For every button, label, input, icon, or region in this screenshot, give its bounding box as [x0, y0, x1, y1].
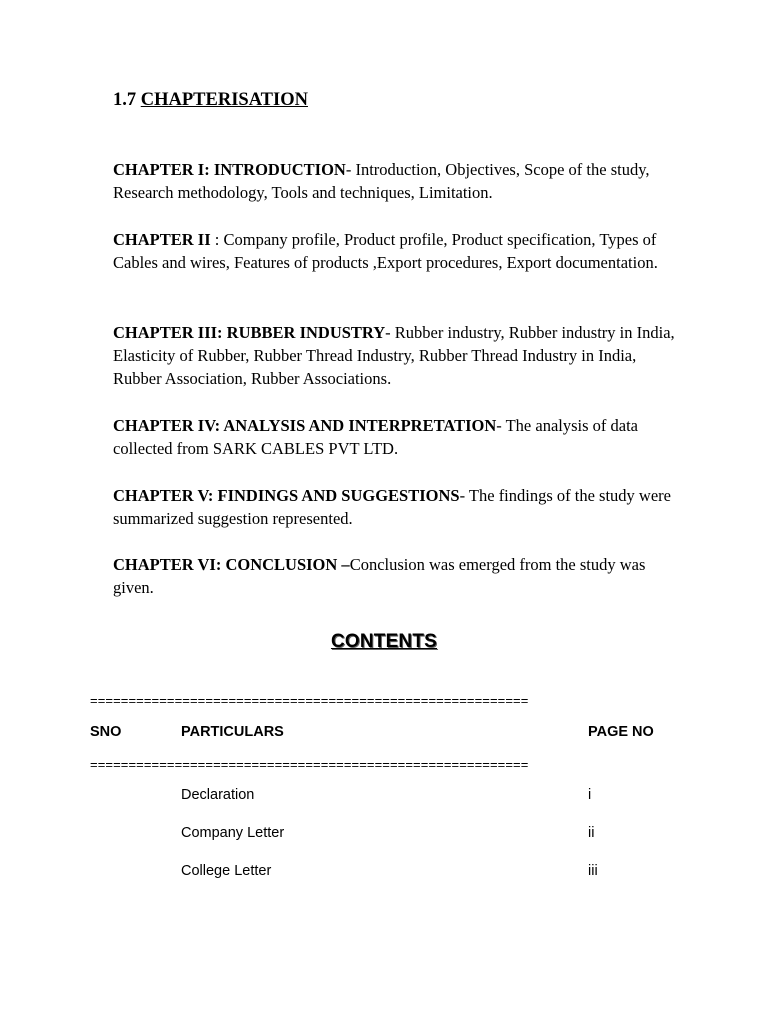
contents-row-page: ii [588, 825, 595, 841]
chapter-6-heading: CHAPTER VI: CONCLUSION – [113, 555, 350, 574]
chapter-3-heading: CHAPTER III: RUBBER INDUSTRY [113, 323, 386, 342]
contents-row-particular: Declaration [181, 787, 255, 803]
contents-row-particular: Company Letter [181, 825, 285, 841]
top-rule: ========================================================= [90, 693, 529, 708]
chapter-2-text: : Company profile, Product profile, Product specification, Types of Cables and wires, Features of products ,Export procedures, Export documentation. [113, 230, 658, 272]
contents-title: CONTENTS [330, 631, 438, 652]
chapter-4-heading: CHAPTER IV: ANALYSIS AND INTERPRETATION [113, 416, 497, 435]
chapter-2-paragraph [113, 228, 683, 274]
particulars-header: PARTICULARS [181, 724, 284, 740]
chapter-1-heading: CHAPTER I: INTRODUCTION [113, 160, 346, 179]
section-title: CHAPTERISATION [140, 90, 308, 110]
chapter-6-text: Conclusion was emerged from the study was given. [113, 555, 646, 597]
chapter-1-text: - Introduction, Objectives, Scope of the study, Research methodology, Tools and techniques, Limitation. [113, 160, 650, 202]
contents-row-page: i [588, 787, 592, 803]
chapter-5-heading: CHAPTER V: FINDINGS AND SUGGESTIONS [113, 486, 460, 505]
chapter-2-heading: CHAPTER II [113, 230, 211, 249]
chapter-1-paragraph [113, 158, 683, 204]
sno-header: SNO [90, 724, 122, 740]
page-no-header: PAGE NO [588, 724, 654, 740]
chapter-4-text: - The analysis of data collected from SARK CABLES PVT LTD. [113, 416, 638, 458]
chapter-5-text: - The findings of the study were summarized suggestion represented. [113, 486, 671, 528]
chapter-4-paragraph [113, 414, 683, 460]
bottom-rule: ========================================================= [90, 757, 529, 772]
section-heading [113, 90, 308, 111]
chapter-5-paragraph [113, 484, 683, 530]
chapter-6-paragraph [113, 553, 683, 599]
chapter-3-text: - Rubber industry, Rubber industry in India, Elasticity of Rubber, Rubber Thread Industry, Rubber Thread Industry in India, Rubber Association, Rubber Associations. [113, 323, 675, 388]
section-number: 1.7 [113, 90, 137, 110]
contents-row-page: iii [588, 863, 598, 879]
contents-row-particular: College Letter [181, 863, 272, 879]
chapter-3-paragraph [113, 321, 683, 390]
